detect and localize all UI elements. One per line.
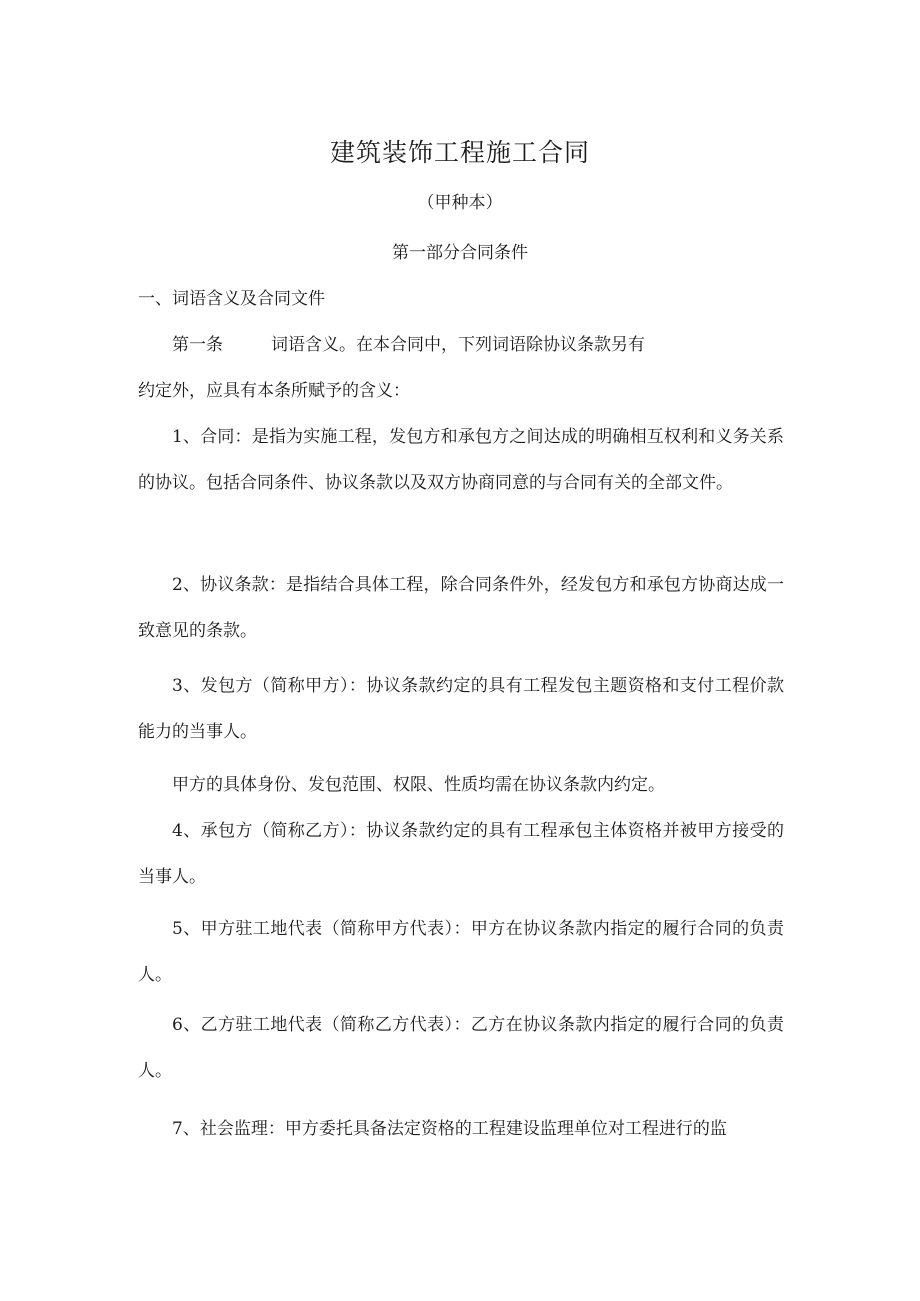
- document-subtitle: （甲种本）: [417, 193, 503, 213]
- paragraph-text: 6、乙方驻工地代表（简称乙方代表）：乙方在协议条款内指定的履行合同的负责人。: [138, 1015, 784, 1081]
- article-one-first-line: [138, 322, 784, 368]
- paragraph-text: 1、合同：是指为实施工程，发包方和承包方之间达成的明确相互权利和义务关系的协议。包括合同条件、协议条款以及双方协商同意的与合同有关的全部文件。: [138, 427, 784, 493]
- paragraph-1: [138, 414, 784, 506]
- paragraph-3: [138, 663, 784, 755]
- article-continuation: 约定外，应具有本条所赋予的含义：: [138, 381, 410, 401]
- paragraph-5: [138, 906, 784, 998]
- article-text: 词语含义。在本合同中，下列词语除协议条款另有: [271, 335, 645, 355]
- article-label: 第一条: [172, 335, 223, 355]
- article-one-block: [138, 322, 784, 414]
- paragraph-text: 3、发包方（简称甲方）：协议条款约定的具有工程发包主题资格和支付工程价款能力的当事人。: [138, 676, 784, 742]
- paragraph-text: 7、社会监理：甲方委托具备法定资格的工程建设监理单位对工程进行的监: [172, 1119, 727, 1139]
- paragraph-text: 5、甲方驻工地代表（简称甲方代表）：甲方在协议条款内指定的履行合同的负责人。: [138, 919, 784, 985]
- part-title: 第一部分合同条件: [392, 243, 528, 263]
- paragraph-3-note: [138, 762, 784, 808]
- section-heading: 一、词语含义及合同文件: [138, 289, 325, 309]
- paragraph-text: 4、承包方（简称乙方）：协议条款约定的具有工程承包主体资格并被甲方接受的当事人。: [138, 821, 784, 887]
- paragraph-6: [138, 1002, 784, 1094]
- paragraph-text: 甲方的具体身份、发包范围、权限、性质均需在协议条款内约定。: [172, 775, 665, 795]
- document-title: 建筑装饰工程施工合同: [329, 138, 590, 167]
- paragraph-2: [138, 562, 784, 654]
- paragraph-4: [138, 808, 784, 900]
- paragraph-7: [138, 1106, 784, 1152]
- paragraph-text: 2、协议条款：是指结合具体工程，除合同条件外，经发包方和承包方协商达成一致意见的条款。: [138, 575, 784, 641]
